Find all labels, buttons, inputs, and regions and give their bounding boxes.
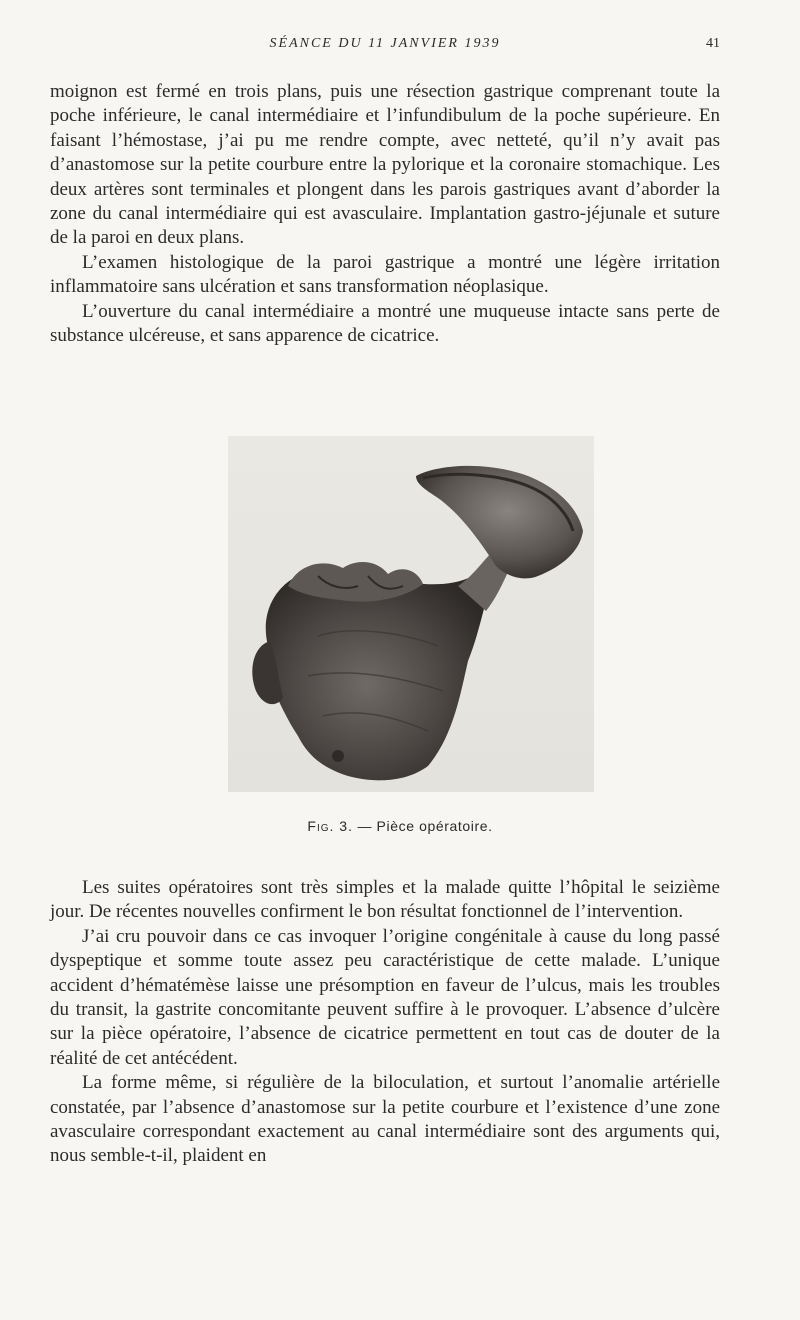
figure-caption-text: — Pièce opératoire. (357, 818, 493, 834)
paragraph: Les suites opératoires sont très simples et la malade quitte l’hôpital le seizième jour. De récentes nouvelles confirment le bon résultat fonctionnel de l’intervention. (50, 877, 720, 923)
page-number: 41 (706, 36, 720, 51)
paragraph: L’examen histologique de la paroi gastrique a montré une légère irritation inflammatoire sans ulcération et sans transformation néoplasique. (50, 251, 720, 298)
paragraph: L’ouverture du canal intermédiaire a montré une muqueuse intacte sans perte de substance ulcéreuse, et sans apparence de cicatrice. (50, 300, 720, 347)
paragraph: moignon est fermé en trois plans, puis une résection gastrique comprenant toute la poche inférieure, le canal intermédiaire et l’infundibulum de la poche supérieure. En faisant l’hémostase, j’ai pu me rendre compte, avec netteté, qu’il n’y avait pas d’anastomose sur la petite courbure entre la pylorique et la coronaire stomachique. Les deux artères sont terminales et plongent dans les parois gastriques avant d’aborder la zone du canal intermédiaire qui est avasculaire. Implantation gastro-jéjunale et suture de la paroi en deux plans. (50, 81, 720, 249)
paragraph: La forme même, si régulière de la biloculation, et surtout l’anomalie artérielle constatée, par l’absence d’anastomose sur la petite courbure et l’existence d’une zone avasculaire correspondant exactement au canal intermédiaire sont des arguments qui, nous semble-t-il, plaident en (50, 1072, 720, 1167)
paragraph: J’ai cru pouvoir dans ce cas invoquer l’origine congénitale à cause du long passé dyspeptique et somme toute assez peu caractéristique de cette malade. L’unique accident d’hématémèse laisse une présomption en faveur de l’ulcus, mais les troubles du transit, la gastrite concomitante peuvent suffire à le provoquer. L’absence d’ulcère sur la pièce opératoire, l’absence de cicatrice permettent en tout cas de douter de la réalité de cet antécédent. (50, 925, 720, 1069)
specimen-photograph (228, 436, 594, 792)
operative-specimen-image (228, 436, 594, 792)
gastric-pouch (266, 569, 490, 780)
body-text-after-figure (50, 876, 720, 1169)
upper-pouch (416, 466, 583, 579)
running-header (50, 36, 720, 58)
figure-label: Fig. 3. (307, 818, 353, 834)
figure-caption (0, 818, 800, 834)
running-title: SÉANCE DU 11 JANVIER 1939 (269, 36, 501, 51)
body-text-before-figure (50, 80, 720, 348)
